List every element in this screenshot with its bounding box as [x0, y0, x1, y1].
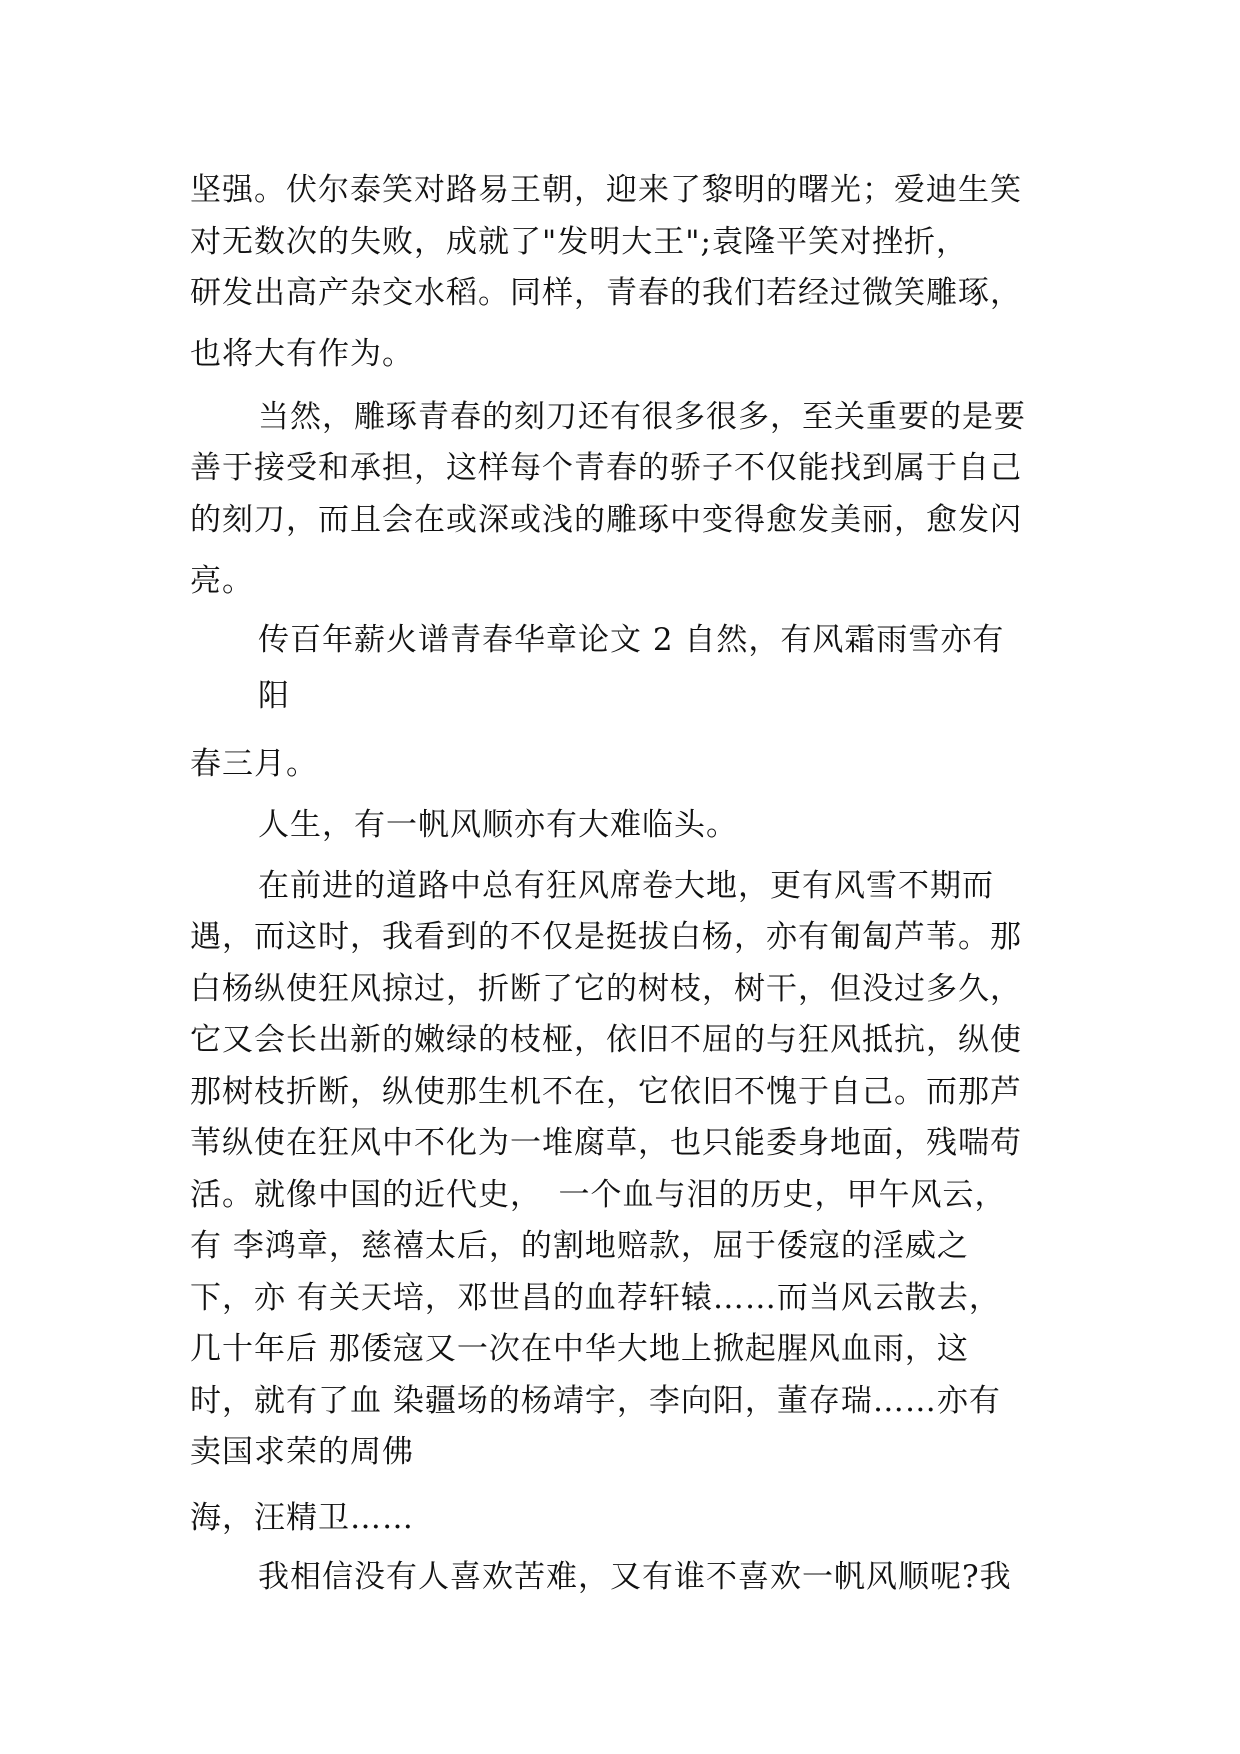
text-line: 遇，而这时，我看到的不仅是挺拔白杨，亦有匍匐芦苇。那: [190, 919, 1022, 955]
text-line: 春三月。: [190, 746, 318, 782]
text-line: 它又会长出新的嫩绿的枝桠，依旧不屈的与狂风抵抗，纵使: [190, 1022, 1022, 1058]
text-line: 对无数次的失败，成就了"发明大王";袁隆平笑对挫折，: [190, 224, 968, 260]
paragraph-first-line: 我相信没有人喜欢苦难，又有谁不喜欢一帆风顺呢?我: [258, 1559, 1012, 1595]
text-line: 的刻刀，而且会在或深或浅的雕琢中变得愈发美丽，愈发闪: [190, 502, 1022, 538]
text-line: 亮。: [190, 563, 254, 599]
text-line: 那树枝折断，纵使那生机不在，它依旧不愧于自己。而那芦: [190, 1074, 1022, 1110]
text-line: 几十年后 那倭寇又一次在中华大地上掀起腥风血雨，这: [190, 1331, 969, 1367]
text-line: 时，就有了血 染疆场的杨靖宇，李向阳，董存瑞……亦有: [190, 1383, 1001, 1419]
text-line: 阳: [258, 678, 290, 714]
paragraph-first-line: 传百年薪火谱青春华章论文 2 自然，有风霜雨雪亦有: [258, 622, 1005, 658]
text-line: 有 李鸿章，慈禧太后，的割地赔款，屈于倭寇的淫威之: [190, 1228, 969, 1264]
text-line: 白杨纵使狂风掠过，折断了它的树枝，树干，但没过多久，: [190, 971, 1022, 1007]
paragraph-first-line: 当然，雕琢青春的刻刀还有很多很多，至关重要的是要: [258, 399, 1026, 435]
text-line: 卖国求荣的周佛: [190, 1434, 414, 1470]
text-line: 苇纵使在狂风中不化为一堆腐草，也只能委身地面，残喘苟: [190, 1125, 1022, 1161]
text-line: 坚强。伏尔泰笑对路易王朝，迎来了黎明的曙光；爱迪生笑: [190, 172, 1022, 208]
text-line: 也将大有作为。: [190, 336, 414, 372]
text-line: 活。就像中国的近代史， 一个血与泪的历史，甲午风云，: [190, 1177, 1007, 1213]
paragraph-first-line: 在前进的道路中总有狂风席卷大地，更有风雪不期而: [258, 868, 994, 904]
text-line: 善于接受和承担，这样每个青春的骄子不仅能找到属于自己: [190, 450, 1022, 486]
text-line: 海，汪精卫……: [190, 1500, 414, 1536]
text-line: 下，亦 有关天培，邓世昌的血荐轩辕……而当风云散去，: [190, 1280, 1001, 1316]
text-line: 研发出高产杂交水稻。同样，青春的我们若经过微笑雕琢，: [190, 275, 1022, 311]
paragraph-first-line: 人生，有一帆风顺亦有大难临头。: [258, 807, 738, 843]
